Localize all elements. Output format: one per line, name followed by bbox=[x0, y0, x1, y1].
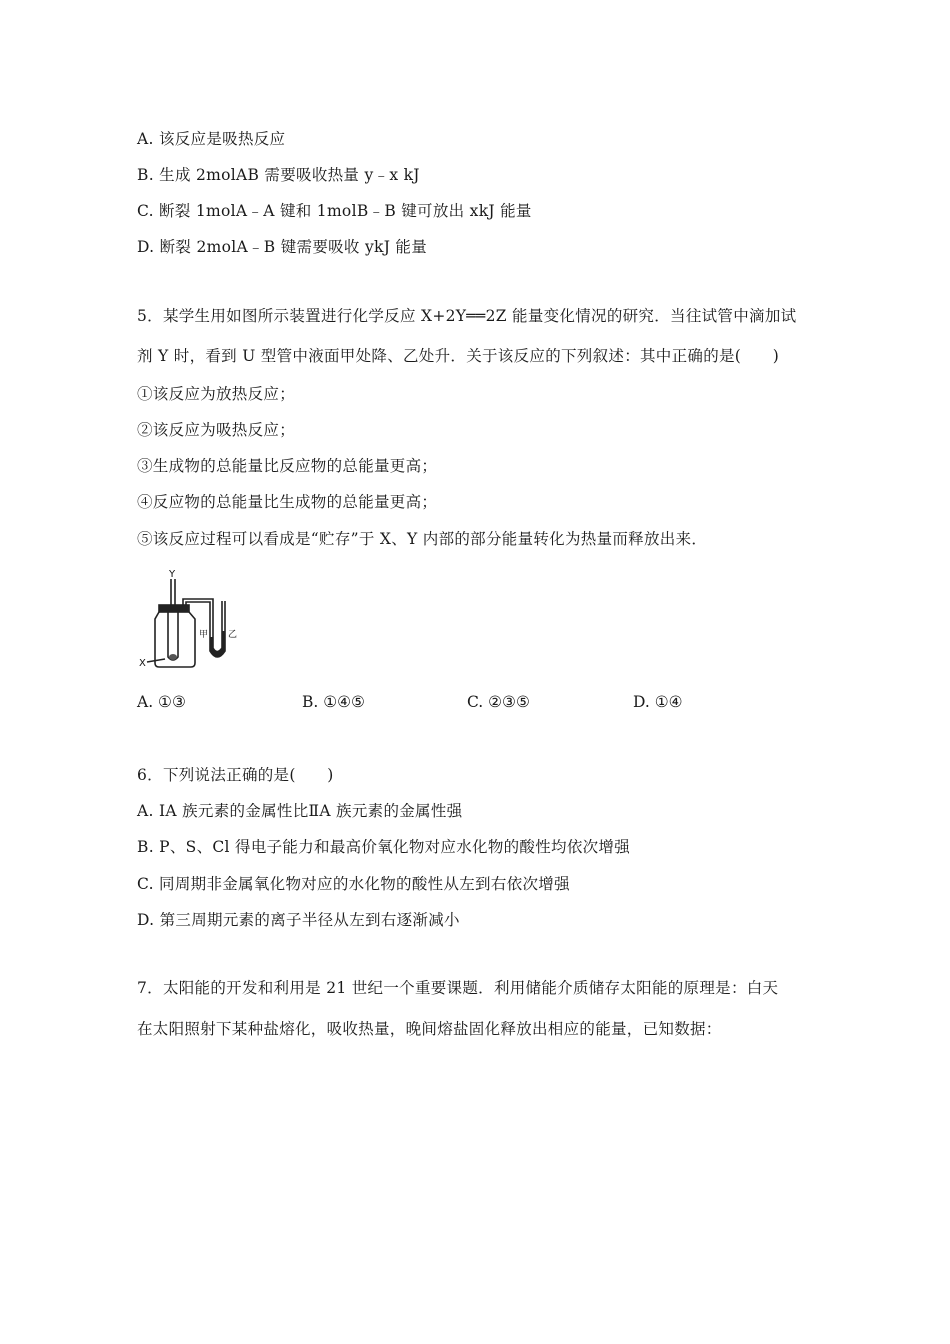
q5-statement-2: ②该反应为吸热反应； bbox=[137, 421, 296, 439]
figure-label-yi: 乙 bbox=[228, 630, 237, 640]
q6-option-b: B. P、S、Cl 得电子能力和最高价氧化物对应水化物的酸性均依次增强 bbox=[137, 838, 631, 856]
q5-statement-5: ⑤该反应过程可以看成是“贮存”于 X、Y 内部的部分能量转化为热量而释放出来． bbox=[137, 530, 708, 548]
q4-option-b: B. 生成 2molAB 需要吸收热量 y﹣x kJ bbox=[137, 166, 420, 184]
apparatus-figure bbox=[137, 565, 237, 670]
q5-statement-1: ①该反应为放热反应； bbox=[137, 385, 296, 403]
q5-option-b: B. ①④⑤ bbox=[302, 693, 365, 711]
q5-option-d: D. ①④ bbox=[633, 693, 683, 711]
q5-options-row bbox=[137, 693, 777, 715]
q5-option-c: C. ②③⑤ bbox=[467, 693, 530, 711]
q7-line2: 在太阳照射下某种盐熔化，吸收热量，晚间熔盐固化释放出相应的能量，已知数据： bbox=[137, 1020, 722, 1038]
q4-option-c: C. 断裂 1molA﹣A 键和 1molB﹣B 键可放出 xkJ 能量 bbox=[137, 202, 532, 220]
q7-line1: 7．太阳能的开发和利用是 21 世纪一个重要课题．利用储能介质储存太阳能的原理是：白天 bbox=[137, 979, 779, 997]
q6-option-a: A. ⅠA 族元素的金属性比ⅡA 族元素的金属性强 bbox=[137, 802, 463, 820]
q5-statement-4: ④反应物的总能量比生成物的总能量更高； bbox=[137, 493, 438, 511]
q6-option-c: C. 同周期非金属氧化物对应的水化物的酸性从左到右依次增强 bbox=[137, 875, 570, 893]
q6-stem: 6．下列说法正确的是( ) bbox=[137, 766, 334, 784]
q4-option-d: D. 断裂 2molA﹣B 键需要吸收 ykJ 能量 bbox=[137, 238, 428, 256]
figure-label-y: Y bbox=[169, 569, 176, 580]
u-tube-apparatus-diagram bbox=[137, 565, 237, 670]
q6-option-d: D. 第三周期元素的离子半径从左到右逐渐减小 bbox=[137, 911, 460, 929]
q5-option-a: A. ①③ bbox=[137, 693, 186, 711]
q5-stem-line1: 5．某学生用如图所示装置进行化学反应 X+2Y══2Z 能量变化情况的研究．当往试管中滴加试 bbox=[137, 307, 797, 325]
q5-statement-3: ③生成物的总能量比反应物的总能量更高； bbox=[137, 457, 438, 475]
q5-stem-line2: 剂 Y 时，看到 U 型管中液面甲处降、乙处升．关于该反应的下列叙述：其中正确的是( ) bbox=[137, 347, 780, 365]
figure-label-jia: 甲 bbox=[199, 630, 209, 640]
figure-label-x: X bbox=[139, 658, 146, 669]
q4-option-a: A. 该反应是吸热反应 bbox=[137, 130, 286, 148]
